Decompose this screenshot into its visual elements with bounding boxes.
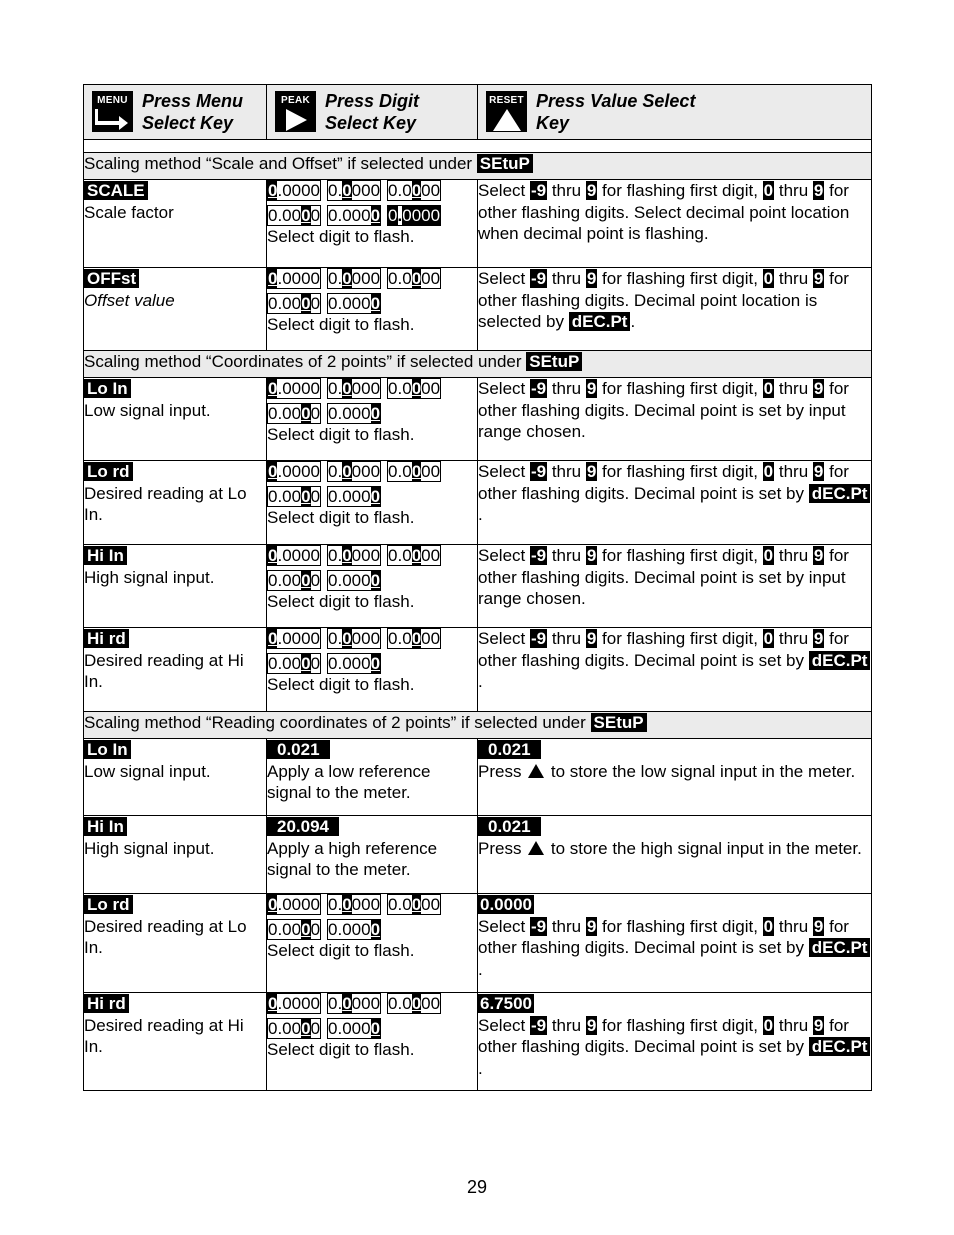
menu-key-icon: MENU [92, 91, 133, 132]
display-value: 0.021 [478, 740, 541, 759]
header-menu: MENU Press Menu Select Key [84, 85, 267, 140]
section-coordinates: Scaling method “Coordinates of 2 points” if selected under SEtuP [84, 351, 872, 378]
param-tag: Hi In [84, 546, 127, 565]
table-row: Hi In High signal input. 20.094 Apply a high reference signal to the meter. 0.021 Press to store the high signal input in the meter. [84, 816, 872, 894]
display-value: 6.7500 [480, 994, 532, 1013]
display-value: 0.021 [478, 817, 541, 836]
param-tag: Lo rd [84, 895, 133, 914]
param-tag: SCALE [84, 181, 148, 200]
display-value: 20.094 [267, 817, 339, 836]
param-tag: Hi rd [84, 629, 129, 648]
display-value: 0.0000 [480, 895, 532, 914]
section-scale-offset: Scaling method “Scale and Offset” if selected under SEtuP [84, 153, 872, 180]
triangle-up-icon [528, 764, 544, 778]
table-row: SCALE Scale factor 0.0000 0.0000 0.0000 0.0000 0.0000 0.0000 Select digit to flash. Select -9 thru 9 for flashing first digit, 0 thru 9 for other flashing digits. Select decimal point location when decimal point is flashing. [84, 180, 872, 268]
setup-tag: SEtuP [591, 713, 647, 732]
param-tag: OFFst [84, 269, 139, 288]
display-value: 0.021 [267, 740, 330, 759]
table-row: Hi In High signal input. 0.0000 0.0000 0.0000 0.0000 0.0000 Select digit to flash. Select -9 thru 9 for flashing first digit, 0 thru 9 for other flashing digits. Decimal point is set by input range chosen. [84, 545, 872, 628]
header-row [84, 85, 872, 140]
table-row: Lo rd Desired reading at Lo In. 0.0000 0.0000 0.0000 0.0000 0.0000 Select digit to flash. 0.0000 Select -9 thru 9 for flashing first digit, 0 thru 9 for other flashing digits. Decimal point is set by dEC.Pt. [84, 894, 872, 993]
header-peak: PEAK Press Digit Select Key [267, 85, 478, 140]
table-row: Lo In Low signal input. 0.021 Apply a low reference signal to the meter. 0.021 Press to store the low signal input in the meter. [84, 739, 872, 816]
triangle-up-icon [528, 841, 544, 855]
setup-tag: SEtuP [477, 154, 533, 173]
play-right-icon [283, 108, 309, 132]
param-tag: Lo In [84, 740, 131, 759]
arrow-right-icon [95, 108, 131, 130]
section-reading-coordinates: Scaling method “Reading coordinates of 2 points” if selected under SEtuP [84, 712, 872, 739]
table-row: OFFst Offset value 0.0000 0.0000 0.0000 0.0000 0.0000 Select digit to flash. Select -9 thru 9 for flashing first digit, 0 thru 9 for other flashing digits. Decimal point location is selected by dEC.Pt . [84, 268, 872, 351]
setup-tag: SEtuP [526, 352, 582, 371]
triangle-up-icon [492, 108, 522, 132]
header-reset: RESET Press Value Select Key [478, 85, 872, 140]
table-row: Hi rd Desired reading at Hi In. 0.0000 0.0000 0.0000 0.0000 0.0000 Select digit to flash. Select -9 thru 9 for flashing first digit, 0 thru 9 for other flashing digits. Decimal point is set by dEC.Pt. [84, 628, 872, 712]
table-row: Lo In Low signal input. 0.0000 0.0000 0.0000 0.0000 0.0000 Select digit to flash. Select -9 thru 9 for flashing first digit, 0 thru 9 for other flashing digits. Decimal point is set by input range chosen. [84, 378, 872, 461]
param-tag: Hi rd [84, 994, 129, 1013]
param-tag: Lo In [84, 379, 131, 398]
reset-key-icon: RESET [486, 91, 527, 132]
peak-key-icon: PEAK [275, 91, 316, 132]
table-row: Lo rd Desired reading at Lo In. 0.0000 0.0000 0.0000 0.0000 0.0000 Select digit to flash. Select -9 thru 9 for flashing first digit, 0 thru 9 for other flashing digits. Decimal point is set by dEC.Pt. [84, 461, 872, 545]
page-number: 29 [466, 1177, 488, 1197]
param-tag: Lo rd [84, 462, 133, 481]
parameter-table [83, 84, 872, 1091]
param-tag: Hi In [84, 817, 127, 836]
table-row: Hi rd Desired reading at Hi In. 0.0000 0.0000 0.0000 0.0000 0.0000 Select digit to flash. 6.7500 Select -9 thru 9 for flashing first digit, 0 thru 9 for other flashing digits. Decimal point is set by dEC.Pt. [84, 993, 872, 1091]
